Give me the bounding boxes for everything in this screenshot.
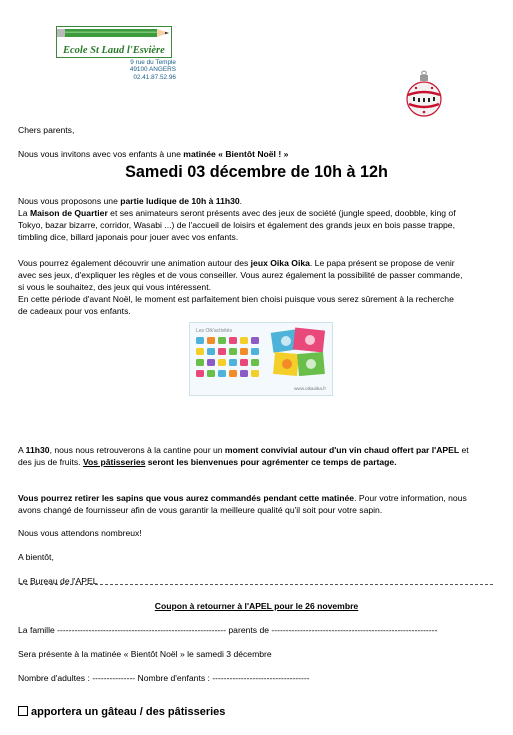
- invite-line: [18, 149, 288, 161]
- logo-address-phone: 02.41.87.52.96: [133, 73, 176, 81]
- para3-text: , nous nous retrouverons à la cantine pour un: [49, 445, 225, 455]
- coupon-family-field[interactable]: La famille ----------------------------------------------------------- parents de ----------------------------------------------------------: [18, 625, 438, 635]
- para2-bold: jeux Oika Oika: [250, 258, 310, 268]
- cake-checkbox[interactable]: [18, 706, 28, 716]
- christmas-ornament-icon: [404, 70, 444, 120]
- para2-text: . Le papa présent se propose de venir: [309, 258, 455, 268]
- para2-line4: En cette période d'avant Noël, le moment est parfaitement bien choisi puisque vous serez sûrement à la recherche: [18, 294, 454, 304]
- para2-line2: avec ses jeux, d'expliquer les règles et de vous conseiller. Vous aurez également la possibilité de passer commande,: [18, 270, 463, 280]
- cut-separator: [20, 584, 493, 585]
- activity-icons-grid: [196, 337, 259, 377]
- para3-bold: seront les bienvenues pour agrémenter ce temps de partage.: [145, 457, 397, 467]
- para3-underlined: Vos pâtisseries: [82, 457, 146, 467]
- para1-line3: Tokyo, bazar bizarre, corridor, Wasabi ...) de l'accueil de loisirs et également des grands jeux en bois passe trappe,: [18, 220, 455, 230]
- para1-text: et ses animateurs seront présents avec des jeux de société (jungle speed, doobble, king of: [107, 208, 456, 218]
- para2-line1: [18, 258, 455, 270]
- logo-address: [122, 59, 176, 81]
- para4-line1: [18, 493, 467, 505]
- para3-text: et: [459, 445, 469, 455]
- cake-checkbox-label: apportera un gâteau / des pâtisseries: [31, 706, 226, 718]
- para2-line5: de cadeaux pour vos enfants.: [18, 306, 131, 316]
- logo-frame: [56, 26, 172, 58]
- para3-bold: 11h30: [25, 445, 50, 455]
- para1-text: La: [18, 208, 30, 218]
- coupon-presence-line: Sera présente à la matinée « Bientôt Noël » le samedi 3 décembre: [18, 649, 272, 659]
- activity-image-title: Les Oik'activités: [196, 328, 232, 334]
- invite-text: Nous vous invitons avec vos enfants à une: [18, 149, 184, 159]
- invite-event-name: matinée « Bientôt Noël ! »: [183, 149, 289, 159]
- para3-line2: [18, 457, 397, 469]
- para1-line1: [18, 196, 242, 208]
- logo-address-street: 9 rue du Temple: [130, 59, 176, 66]
- para1-bold: partie ludique de 10h à 11h30: [120, 196, 240, 206]
- pencil-icon: [57, 29, 169, 37]
- closing-line: Nous vous attendons nombreux!: [18, 528, 142, 538]
- para3-line1: [18, 445, 469, 457]
- logo-address-city: 49100 ANGERS: [129, 66, 176, 74]
- para3-bold: moment convivial autour d'un vin chaud offert par l'APEL: [224, 445, 460, 455]
- cake-checkbox-row[interactable]: [18, 705, 225, 719]
- game-boxes: [271, 327, 325, 376]
- para3-text: des jus de fruits.: [18, 457, 83, 467]
- oika-activities-image: [189, 322, 333, 396]
- activity-image-url: www.oikaoika.fr: [294, 386, 326, 391]
- signature: Le Bureau de l'APEL: [18, 576, 98, 586]
- para2-text: Vous pourrez également découvrir une animation autour des: [18, 258, 251, 268]
- para1-period: .: [239, 196, 243, 206]
- greeting: Chers parents,: [18, 125, 75, 135]
- para1-line4: timbling dice, billard japonais pour jouer avec vos enfants.: [18, 232, 239, 242]
- logo-school-name: Ecole St Laud l'Esvière: [63, 45, 165, 56]
- event-date-headline: Samedi 03 décembre de 10h à 12h: [125, 163, 388, 181]
- game-illustration: [190, 323, 332, 395]
- para1-text: Nous vous proposons une: [18, 196, 121, 206]
- para1-bold: Maison de Quartier: [29, 208, 108, 218]
- para3-text: A: [18, 445, 26, 455]
- farewell: A bientôt,: [18, 552, 54, 562]
- para1-line2: [18, 208, 456, 220]
- para4-line2: avons changé de fournisseur afin de vous garantir la meilleure qualité qu'il soit pour votre sapin.: [18, 505, 383, 515]
- para4-bold: Vous pourrez retirer les sapins que vous aurez commandés pendant cette matinée: [18, 493, 355, 503]
- coupon-counts-field[interactable]: Nombre d'adultes : --------------- Nombre d'enfants : ----------------------------------: [18, 673, 310, 683]
- coupon-title: [0, 601, 513, 613]
- para2-line3: si vous le souhaitez, des jeux qui vous intéressent.: [18, 282, 211, 292]
- school-logo: [52, 16, 176, 86]
- coupon-title-text: Coupon à retourner à l'APEL pour le 26 novembre: [154, 601, 359, 611]
- para4-text: . Pour votre information, nous: [354, 493, 467, 503]
